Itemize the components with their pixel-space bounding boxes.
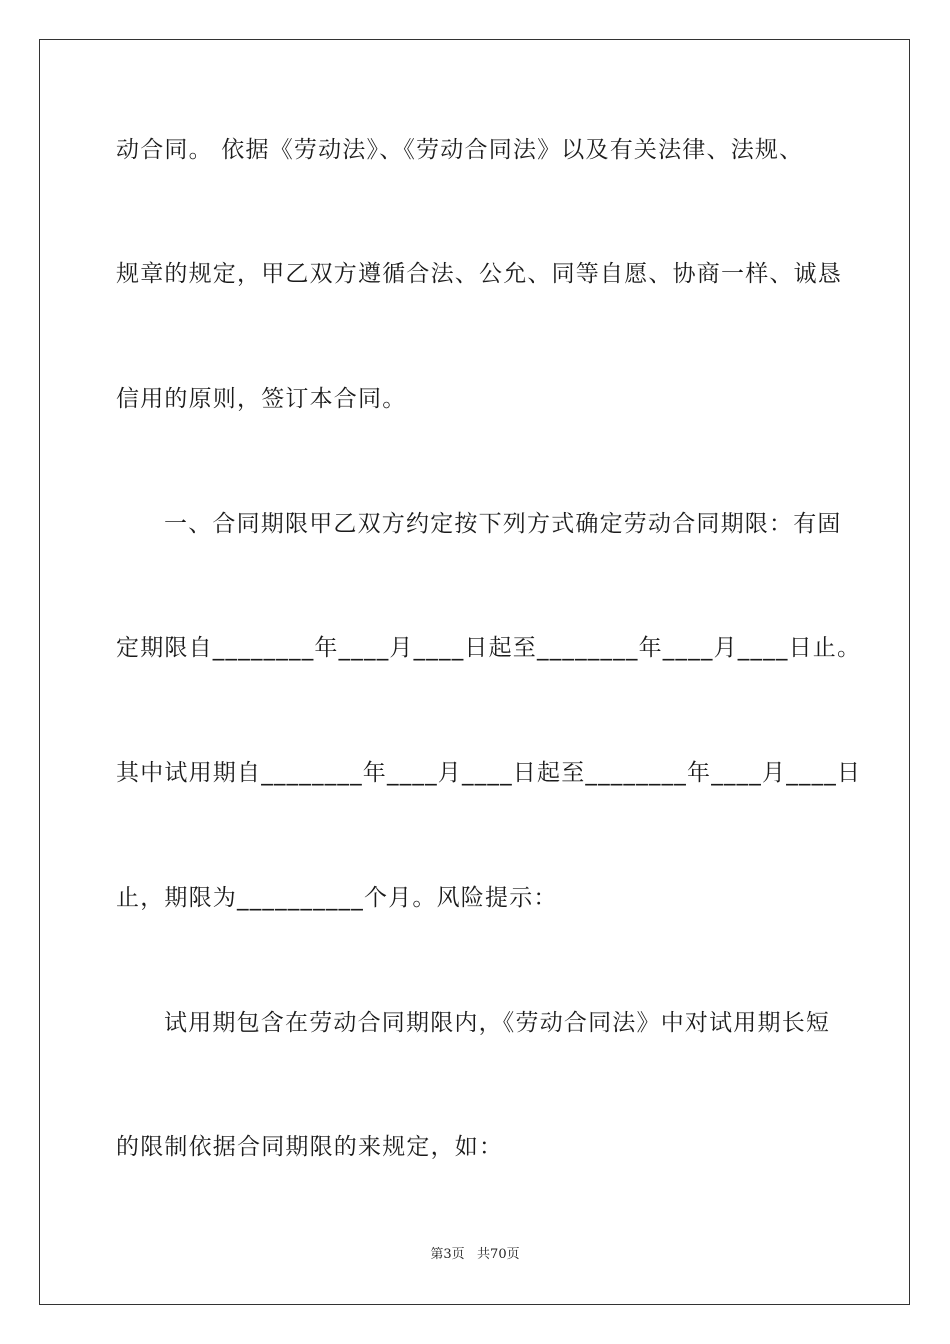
section-1-line-4: 止，期限为__________个月。风险提示： [116, 885, 558, 911]
body-line-1: 动合同。 依据《劳动法》、《劳动合同法》以及有关法律、法规、 [116, 137, 804, 163]
page-border [39, 39, 910, 1305]
section-1-line-1: 一、合同期限甲乙双方约定按下列方式确定劳动合同期限：有固 [164, 511, 842, 537]
body-line-3: 信用的原则，签订本合同。 [116, 386, 407, 412]
page-number-footer: 第3页 共70页 [430, 1247, 520, 1262]
risk-note-line-2: 的限制依据合同期限的来规定，如： [116, 1134, 504, 1160]
body-line-2: 规章的规定，甲乙双方遵循合法、公允、同等自愿、协商一样、诚恳 [116, 261, 842, 287]
section-1-line-3: 其中试用期自________年____月____日起至________年____月____日 [116, 760, 862, 786]
section-1-line-2: 定期限自________年____月____日起至________年____月____日止。 [116, 635, 862, 661]
risk-note-line-1: 试用期包含在劳动合同期限内，《劳动合同法》中对试用期长短 [164, 1010, 831, 1036]
